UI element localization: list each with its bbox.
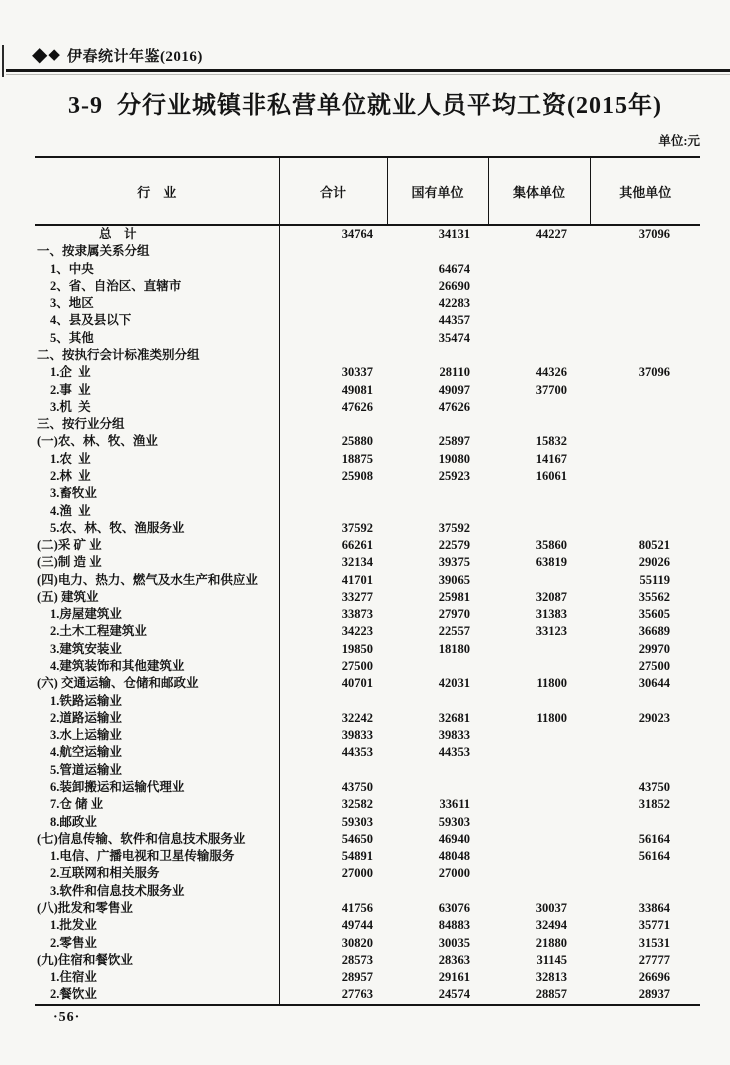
table-row	[35, 848, 700, 865]
value-cell: 32087	[535, 589, 567, 604]
table-row	[35, 451, 700, 468]
industry-cell: (二)采 矿 业	[35, 537, 279, 554]
value-cell	[590, 243, 700, 260]
industry-cell: 2、省、自治区、直辖市	[35, 278, 279, 295]
value-cell: 32582	[341, 797, 373, 812]
table-row	[35, 485, 700, 502]
value-cell: 33277	[341, 589, 373, 604]
industry-cell: (一)农、林、牧、渔业	[35, 433, 279, 450]
value-cell: 30644	[638, 676, 670, 691]
table-row	[35, 762, 700, 779]
value-cell	[279, 261, 387, 278]
value-cell: 48048	[438, 849, 470, 864]
value-cell	[590, 416, 700, 433]
value-cell	[488, 261, 590, 278]
industry-cell: 8.邮政业	[35, 814, 279, 831]
value-cell	[488, 831, 590, 848]
value-cell: 47626	[341, 399, 373, 414]
col-header-other: 其他单位	[590, 157, 700, 225]
table-row	[35, 347, 700, 364]
industry-cell: 一、按隶属关系分组	[35, 243, 279, 260]
value-cell	[488, 658, 590, 675]
table-row	[35, 261, 700, 278]
industry-cell: 2.土木工程建筑业	[35, 623, 279, 640]
value-cell: 26690	[438, 278, 470, 293]
unit-note: 单位:元	[658, 134, 700, 148]
value-cell: 39375	[438, 555, 470, 570]
industry-cell: 5.农、林、牧、渔服务业	[35, 520, 279, 537]
scan-edge-artifact	[2, 45, 4, 77]
value-cell	[590, 451, 700, 468]
industry-cell: 3.水上运输业	[35, 727, 279, 744]
value-cell: 29023	[638, 710, 670, 725]
value-cell	[590, 399, 700, 416]
table-row	[35, 468, 700, 485]
industry-cell: 3、地区	[35, 295, 279, 312]
value-cell	[590, 347, 700, 364]
value-cell: 56164	[638, 849, 670, 864]
table-row	[35, 520, 700, 537]
value-cell	[279, 243, 387, 260]
industry-cell: (九)住宿和餐饮业	[35, 952, 279, 969]
value-cell: 35474	[438, 330, 470, 345]
value-cell	[488, 330, 590, 347]
value-cell	[488, 347, 590, 364]
value-cell: 27500	[341, 659, 373, 674]
value-cell	[590, 468, 700, 485]
value-cell: 37700	[535, 382, 567, 397]
value-cell: 27970	[438, 607, 470, 622]
value-cell	[387, 779, 488, 796]
table-row	[35, 330, 700, 347]
table-row	[35, 952, 700, 969]
value-cell: 25908	[341, 468, 373, 483]
value-cell	[590, 433, 700, 450]
value-cell: 39833	[341, 728, 373, 743]
value-cell: 33611	[439, 797, 470, 812]
value-cell	[488, 744, 590, 761]
value-cell	[279, 883, 387, 900]
col-header-state-owned: 国有单位	[387, 157, 488, 225]
value-cell: 30820	[341, 935, 373, 950]
value-cell: 44227	[535, 227, 567, 241]
value-cell: 80521	[638, 538, 670, 553]
table-row	[35, 744, 700, 761]
value-cell	[590, 693, 700, 710]
value-cell	[279, 330, 387, 347]
industry-cell: 1.农 业	[35, 451, 279, 468]
value-cell: 31852	[638, 797, 670, 812]
value-cell: 49744	[341, 918, 373, 933]
value-cell: 35605	[638, 607, 670, 622]
value-cell: 30337	[341, 365, 373, 380]
table-title: 3-9 分行业城镇非私营单位就业人员平均工资(2015年)	[68, 93, 662, 119]
value-cell: 42283	[438, 296, 470, 311]
industry-cell: (三)制 造 业	[35, 554, 279, 571]
industry-cell: 3.软件和信息技术服务业	[35, 883, 279, 900]
value-cell: 34131	[438, 227, 470, 241]
table-header-row	[35, 157, 700, 225]
value-cell: 28937	[590, 986, 700, 1004]
industry-cell: 4、县及县以下	[35, 312, 279, 329]
table-row	[35, 416, 700, 433]
value-cell: 63076	[438, 900, 470, 915]
industry-cell: 4.航空运输业	[35, 744, 279, 761]
value-cell: 44353	[341, 745, 373, 760]
yearbook-title: 伊春统计年鉴(2016)	[66, 48, 203, 65]
value-cell: 37096	[638, 365, 670, 380]
value-cell	[279, 278, 387, 295]
col-header-total: 合计	[279, 157, 387, 225]
table-row	[35, 658, 700, 675]
table-row	[35, 710, 700, 727]
value-cell	[488, 762, 590, 779]
industry-cell: 2.林 业	[35, 468, 279, 485]
industry-cell: 4.建筑装饰和其他建筑业	[35, 658, 279, 675]
table-row	[35, 900, 700, 917]
value-cell	[387, 883, 488, 900]
value-cell: 15832	[535, 434, 567, 449]
diamond-icon: ◆	[32, 44, 48, 66]
table-row	[35, 537, 700, 554]
value-cell: 37592	[341, 520, 373, 535]
value-cell: 42031	[438, 676, 470, 691]
value-cell	[279, 416, 387, 433]
value-cell	[488, 572, 590, 589]
table-row	[35, 606, 700, 623]
value-cell: 32134	[341, 555, 373, 570]
value-cell: 29161	[438, 970, 470, 985]
value-cell: 59303	[438, 814, 470, 829]
value-cell: 84883	[438, 918, 470, 933]
value-cell: 39065	[438, 572, 470, 587]
industry-cell: 2.互联网和相关服务	[35, 865, 279, 882]
value-cell: 34223	[341, 624, 373, 639]
table-row	[35, 935, 700, 952]
industry-cell: 2.零售业	[35, 935, 279, 952]
value-cell: 25897	[438, 434, 470, 449]
table-row	[35, 623, 700, 640]
stat-table	[35, 156, 700, 1006]
value-cell	[488, 520, 590, 537]
industry-cell: 三、按行业分组	[35, 416, 279, 433]
value-cell	[590, 278, 700, 295]
value-cell	[590, 727, 700, 744]
value-cell	[279, 503, 387, 520]
value-cell	[279, 693, 387, 710]
value-cell	[387, 693, 488, 710]
value-cell: 27000	[438, 866, 470, 881]
table-row	[35, 382, 700, 399]
value-cell	[387, 503, 488, 520]
value-cell: 35771	[638, 918, 670, 933]
diamond-icon: ◆	[48, 46, 60, 63]
industry-cell: 1.房屋建筑业	[35, 606, 279, 623]
table-row	[35, 312, 700, 329]
value-cell	[488, 243, 590, 260]
value-cell: 28957	[341, 970, 373, 985]
value-cell	[279, 295, 387, 312]
value-cell	[488, 399, 590, 416]
value-cell: 19850	[341, 641, 373, 656]
industry-cell: 7.仓 储 业	[35, 796, 279, 813]
industry-cell: 1、中央	[35, 261, 279, 278]
value-cell: 33123	[535, 624, 567, 639]
industry-cell: 5.管道运输业	[35, 762, 279, 779]
value-cell: 41756	[341, 900, 373, 915]
table-row	[35, 641, 700, 658]
value-cell: 44357	[438, 313, 470, 328]
value-cell: 34764	[341, 227, 373, 241]
table-row	[35, 779, 700, 796]
value-cell	[279, 347, 387, 364]
value-cell: 22557	[438, 624, 470, 639]
table-row	[35, 364, 700, 381]
value-cell: 18875	[341, 451, 373, 466]
value-cell	[387, 762, 488, 779]
table-row	[35, 572, 700, 589]
industry-cell: 1.住宿业	[35, 969, 279, 986]
industry-cell: (五) 建筑业	[35, 589, 279, 606]
value-cell: 37096	[638, 227, 670, 241]
value-cell: 32242	[341, 710, 373, 725]
value-cell: 44326	[535, 365, 567, 380]
value-cell	[488, 278, 590, 295]
value-cell: 27763	[279, 986, 387, 1004]
industry-cell: 2.餐饮业	[35, 986, 279, 1004]
industry-cell: 2.道路运输业	[35, 710, 279, 727]
industry-cell: (六) 交通运输、仓储和邮政业	[35, 675, 279, 692]
industry-cell: 3.机 关	[35, 399, 279, 416]
industry-cell: (八)批发和零售业	[35, 900, 279, 917]
table-row	[35, 399, 700, 416]
table-row	[35, 693, 700, 710]
value-cell: 18180	[438, 641, 470, 656]
industry-cell: 1.电信、广播电视和卫星传输服务	[35, 848, 279, 865]
table-header	[35, 157, 700, 225]
value-cell: 55119	[639, 572, 670, 587]
industry-cell: 3.建筑安装业	[35, 641, 279, 658]
table-row	[35, 589, 700, 606]
value-cell: 59303	[341, 814, 373, 829]
value-cell: 47626	[438, 399, 470, 414]
value-cell: 19080	[438, 451, 470, 466]
industry-cell: 1.铁路运输业	[35, 693, 279, 710]
value-cell: 39833	[438, 728, 470, 743]
value-cell	[590, 382, 700, 399]
value-cell	[590, 295, 700, 312]
industry-cell: 1.企 业	[35, 364, 279, 381]
value-cell: 33864	[638, 900, 670, 915]
header-rule-shadow	[6, 74, 730, 75]
value-cell	[488, 503, 590, 520]
value-cell: 21880	[535, 935, 567, 950]
value-cell	[488, 779, 590, 796]
value-cell	[488, 416, 590, 433]
value-cell: 25923	[438, 468, 470, 483]
value-cell: 31383	[535, 607, 567, 622]
value-cell: 54891	[341, 849, 373, 864]
value-cell: 31145	[536, 952, 567, 967]
value-cell	[590, 814, 700, 831]
value-cell: 16061	[535, 468, 567, 483]
table-row	[35, 675, 700, 692]
value-cell	[590, 261, 700, 278]
value-cell	[488, 848, 590, 865]
value-cell	[488, 295, 590, 312]
table-row	[35, 503, 700, 520]
value-cell: 30035	[438, 935, 470, 950]
value-cell: 14167	[535, 451, 567, 466]
table-row	[35, 278, 700, 295]
value-cell: 26696	[638, 970, 670, 985]
value-cell	[488, 727, 590, 744]
value-cell: 30037	[535, 900, 567, 915]
value-cell	[488, 796, 590, 813]
value-cell: 49081	[341, 382, 373, 397]
value-cell: 33873	[341, 607, 373, 622]
industry-cell: 5、其他	[35, 330, 279, 347]
value-cell: 32813	[535, 970, 567, 985]
value-cell: 31531	[638, 935, 670, 950]
value-cell	[590, 503, 700, 520]
value-cell	[488, 814, 590, 831]
value-cell: 64674	[438, 261, 470, 276]
value-cell	[387, 485, 488, 502]
industry-cell: 2.事 业	[35, 382, 279, 399]
industry-cell: 6.装卸搬运和运输代理业	[35, 779, 279, 796]
value-cell: 35860	[535, 538, 567, 553]
value-cell	[590, 485, 700, 502]
industry-cell: 3.畜牧业	[35, 485, 279, 502]
value-cell	[279, 762, 387, 779]
value-cell: 28110	[439, 365, 470, 380]
value-cell	[488, 883, 590, 900]
value-cell: 28573	[341, 952, 373, 967]
value-cell: 11800	[536, 710, 567, 725]
value-cell	[590, 330, 700, 347]
industry-cell: (四)电力、热力、燃气及水生产和供应业	[35, 572, 279, 589]
value-cell: 22579	[438, 538, 470, 553]
table-row	[35, 986, 700, 1004]
value-cell	[387, 347, 488, 364]
value-cell	[590, 312, 700, 329]
industry-cell: 4.渔 业	[35, 503, 279, 520]
value-cell: 25880	[341, 434, 373, 449]
table-row	[35, 865, 700, 882]
table-row	[35, 814, 700, 831]
value-cell: 43750	[341, 780, 373, 794]
table-row	[35, 969, 700, 986]
value-cell: 43750	[638, 780, 670, 794]
value-cell: 56164	[638, 831, 670, 846]
value-cell	[488, 485, 590, 502]
value-cell: 28857	[488, 986, 590, 1004]
industry-cell: 二、按执行会计标准类别分组	[35, 347, 279, 364]
value-cell: 11800	[536, 676, 567, 691]
value-cell	[279, 485, 387, 502]
value-cell: 29026	[638, 555, 670, 570]
table-row	[35, 831, 700, 848]
value-cell	[387, 658, 488, 675]
value-cell	[488, 312, 590, 329]
value-cell: 49097	[438, 382, 470, 397]
col-header-collective: 集体单位	[488, 157, 590, 225]
table-row	[35, 883, 700, 900]
value-cell: 25981	[438, 589, 470, 604]
header-rule	[6, 69, 730, 72]
value-cell	[590, 744, 700, 761]
yearbook-header	[32, 44, 203, 66]
table-row	[35, 796, 700, 813]
value-cell	[590, 762, 700, 779]
table-row	[35, 433, 700, 450]
table-row	[35, 295, 700, 312]
value-cell: 46940	[438, 831, 470, 846]
value-cell: 27777	[638, 952, 670, 967]
value-cell: 41701	[341, 572, 373, 587]
value-cell: 36689	[638, 624, 670, 639]
value-cell: 44353	[438, 745, 470, 760]
value-cell	[488, 693, 590, 710]
page-number: ·56·	[53, 1010, 81, 1025]
table-row	[35, 243, 700, 260]
value-cell: 27000	[341, 866, 373, 881]
table-row	[35, 554, 700, 571]
value-cell: 37592	[438, 520, 470, 535]
value-cell: 54650	[341, 831, 373, 846]
value-cell	[590, 520, 700, 537]
value-cell: 32494	[535, 918, 567, 933]
col-header-industry: 行 业	[35, 157, 279, 225]
value-cell: 63819	[535, 555, 567, 570]
value-cell: 35562	[638, 589, 670, 604]
value-cell	[488, 641, 590, 658]
value-cell: 27500	[638, 659, 670, 674]
industry-cell: 1.批发业	[35, 917, 279, 934]
value-cell: 29970	[638, 641, 670, 656]
industry-cell: 总 计	[35, 225, 279, 243]
value-cell	[590, 865, 700, 882]
value-cell	[387, 243, 488, 260]
table-row	[35, 225, 700, 243]
value-cell	[488, 865, 590, 882]
value-cell: 28363	[438, 952, 470, 967]
table-row	[35, 917, 700, 934]
value-cell: 40701	[341, 676, 373, 691]
industry-cell: (七)信息传输、软件和信息技术服务业	[35, 831, 279, 848]
value-cell	[590, 883, 700, 900]
value-cell	[279, 312, 387, 329]
value-cell: 24574	[387, 986, 488, 1004]
value-cell	[387, 416, 488, 433]
table-row	[35, 727, 700, 744]
value-cell: 32681	[438, 710, 470, 725]
table-body	[35, 225, 700, 1005]
value-cell: 66261	[341, 538, 373, 553]
